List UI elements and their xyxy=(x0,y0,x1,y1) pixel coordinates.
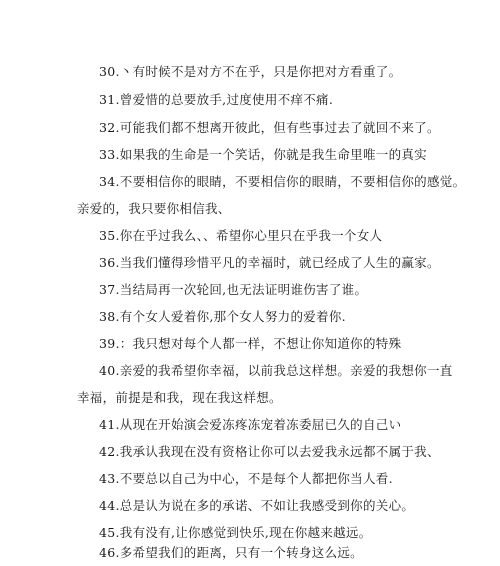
text-line: 31.曾爱惜的总要放手,过度使用不痒不痛. xyxy=(99,92,334,107)
text-line: 37.当结局再一次轮回,也无法证明谁伤害了谁。 xyxy=(99,282,368,297)
text-line: 36.当我们懂得珍惜平凡的幸福时，就已经成了人生的赢家。 xyxy=(99,255,440,270)
text-line: 34.不要相信你的眼睛，不要相信你的眼睛，不要相信你的感觉。 xyxy=(99,174,466,189)
text-line: 33.如果我的生命是一个笑话，你就是我生命里唯一的真实 xyxy=(99,147,427,162)
text-line: 32.可能我们都不想离开彼此，但有些事过去了就回不来了。 xyxy=(99,120,440,135)
text-line: 35.你在乎过我么、、希望你心里只在乎我一个女人 xyxy=(99,228,383,243)
text-line: 亲爱的，我只要你相信我、 xyxy=(77,201,231,216)
text-line: 30.丶有时候不是对方不在乎，只是你把对方看重了。 xyxy=(99,64,402,79)
text-line: 39.：我只想对每个人都一样，不想让你知道你的特殊 xyxy=(99,336,402,351)
text-line: 46.多希望我们的距离，只有一个转身这么远。 xyxy=(99,545,363,560)
text-line: 40.亲爱的我希望你幸福，以前我总这样想。亲爱的我想你一直 xyxy=(99,363,453,378)
text-line: 38.有个女人爱着你,那个女人努力的爱着你. xyxy=(99,309,346,324)
text-line: 幸福，前提是和我，现在我这样想。 xyxy=(77,390,282,405)
text-line: 42.我承认我现在没有资格让你可以去爱我永远都不属于我、 xyxy=(99,444,440,459)
text-line: 44.总是认为说在多的承诺、不如让我感受到你的关心。 xyxy=(99,498,415,513)
text-line: 45.我有没有,让你感觉到快乐,现在你越来越远。 xyxy=(99,525,372,540)
text-line: 43.不要总以自己为中心，不是每个人都把你当人看. xyxy=(99,471,393,486)
text-line: 41.从现在开始演会爱冻疼冻宠着冻委屈已久的自己い xyxy=(99,417,402,432)
